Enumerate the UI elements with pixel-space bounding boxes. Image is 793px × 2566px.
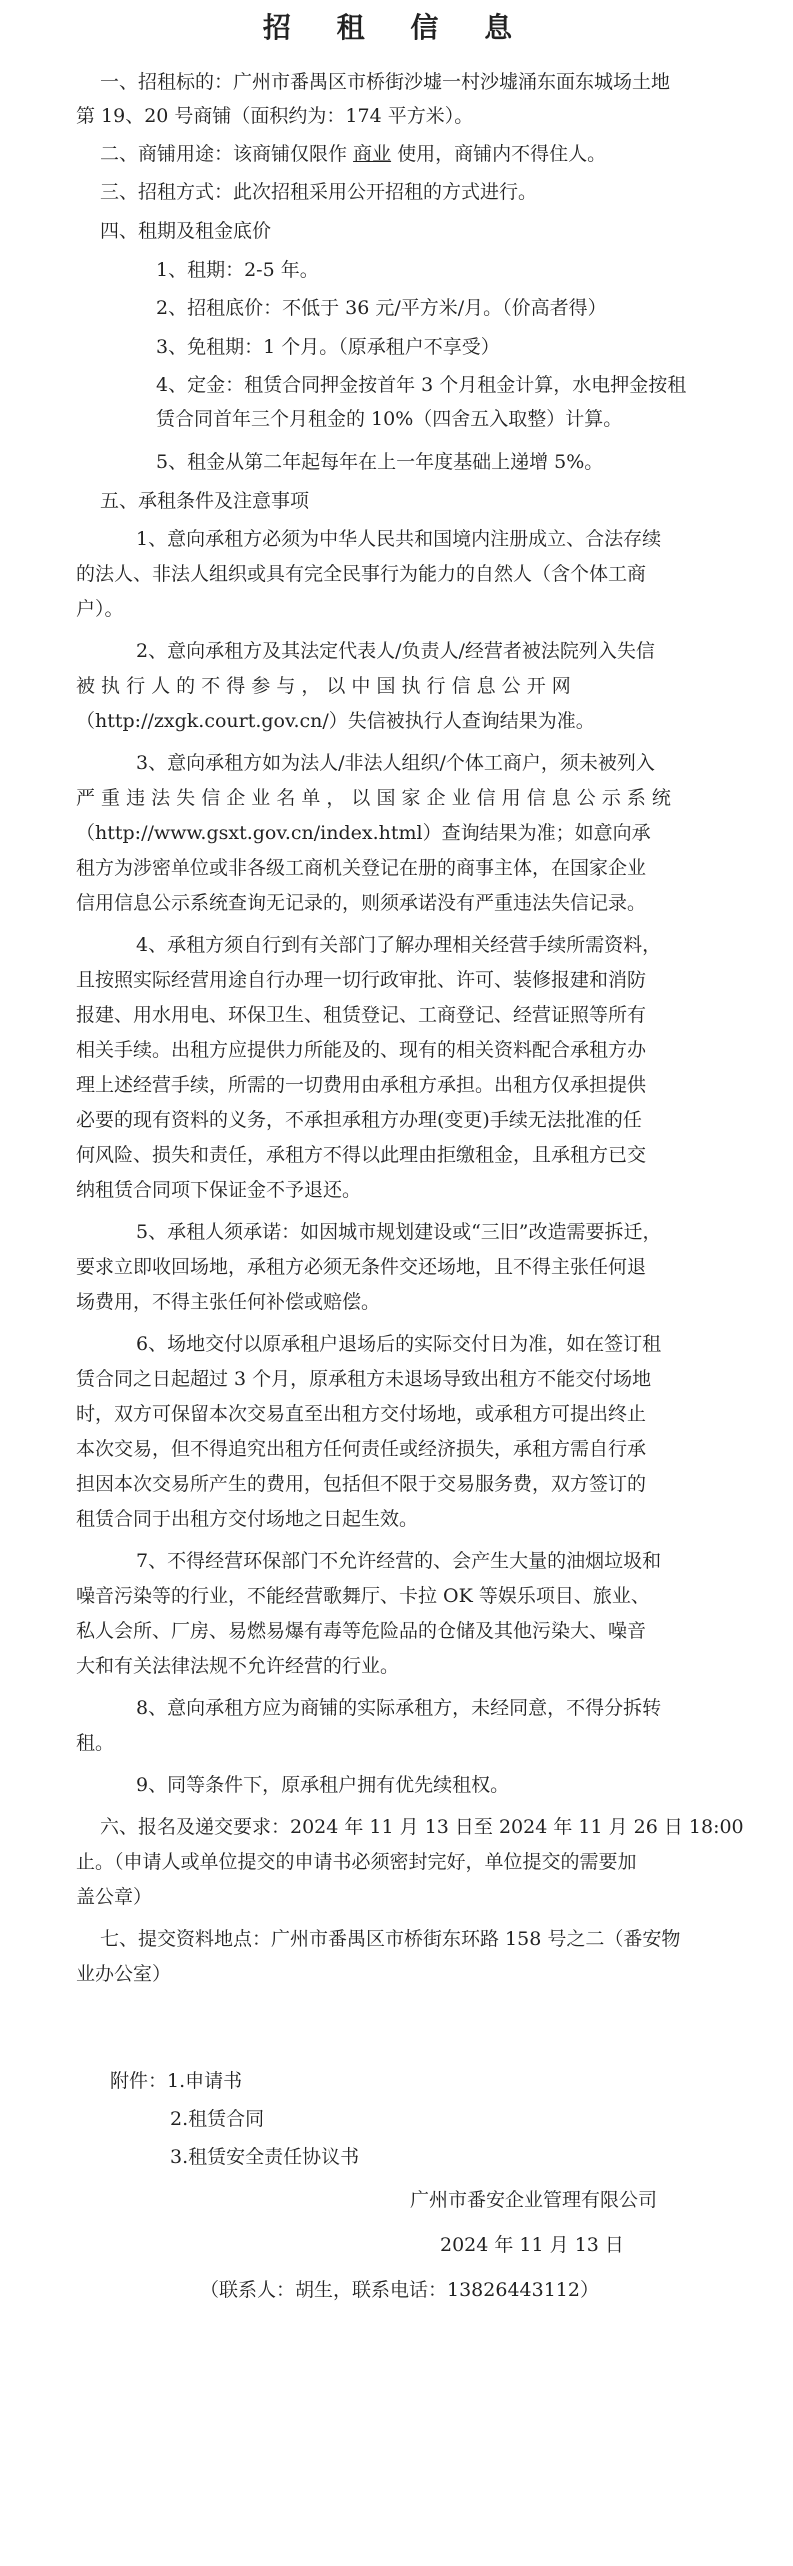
text-line: 纳租赁合同项下保证金不予退还。 [76, 1179, 362, 1201]
text-line-usage [100, 142, 710, 166]
text-line: 赁合同之日起超过 3 个月，原承租方未退场导致出租方不能交付场地 [76, 1368, 652, 1390]
text-line: 5、租金从第二年起每年在上一年度基础上递增 5%。 [156, 451, 604, 473]
text-line: 盖公章） [76, 1886, 153, 1908]
text-line: 私人会所、厂房、易燃易爆有毒等危险品的仓储及其他污染大、噪音 [76, 1620, 647, 1642]
text-line: 四、租期及租金底价 [100, 220, 272, 242]
text-line: 1、意向承租方必须为中华人民共和国境内注册成立、合法存续 [136, 528, 662, 550]
text-line: 噪音污染等的行业，不能经营歌舞厅、卡拉 OK 等娱乐项目、旅业、 [76, 1585, 650, 1607]
text-line: 6、场地交付以原承租户退场后的实际交付日为准，如在签订租 [136, 1333, 662, 1355]
text-line: 止。（申请人或单位提交的申请书必须密封完好，单位提交的需要加 [76, 1851, 637, 1873]
text-line: 相关手续。出租方应提供力所能及的、现有的相关资料配合承租方办 [76, 1039, 647, 1061]
text-line: 赁合同首年三个月租金的 10%（四舍五入取整）计算。 [156, 408, 623, 430]
text-line: 户）。 [76, 598, 124, 620]
text-line: 租赁合同于出租方交付场地之日起生效。 [76, 1508, 419, 1530]
issuer-name: 广州市番安企业管理有限公司 [410, 2189, 658, 2211]
text-line: 4、承租方须自行到有关部门了解办理相关经营手续所需资料， [136, 934, 662, 956]
text-line: 严 重 违 法 失 信 企 业 名 单 ， 以 国 家 企 业 信 用 信 息 公 示 系 统 [76, 787, 671, 809]
text-line: 且按照实际经营用途自行办理一切行政审批、许可、装修报建和消防 [76, 969, 647, 991]
contact-info: （联系人：胡生，联系电话：13826443112） [200, 2279, 599, 2301]
text-line: （http://www.gsxt.gov.cn/index.html）查询结果为准；如意向承 [76, 822, 651, 844]
text-line: 信用信息公示系统查询无记录的，则须承诺没有严重违法失信记录。 [76, 892, 647, 914]
text-line: 7、不得经营环保部门不允许经营的、会产生大量的油烟垃圾和 [136, 1550, 662, 1572]
text-line: 4、定金：租赁合同押金按首年 3 个月租金计算，水电押金按租 [156, 374, 687, 396]
usage-tail: 使用，商铺内不得住人。 [397, 143, 607, 165]
text-line: 担因本次交易所产生的费用，包括但不限于交易服务费，双方签订的 [76, 1473, 647, 1495]
text-line: 租方为涉密单位或非各级工商机关登记在册的商事主体，在国家企业 [76, 857, 647, 879]
text-line: 七、提交资料地点：广州市番禺区市桥街东环路 158 号之二（番安物 [100, 1928, 681, 1950]
text-line: 必要的现有资料的义务，不承担承租方办理(变更)手续无法批准的任 [76, 1109, 642, 1131]
issue-date: 2024 年 11 月 13 日 [440, 2234, 624, 2256]
text-line: 的法人、非法人组织或具有完全民事行为能力的自然人（含个体工商 [76, 563, 647, 585]
attachment-item: 附件：1.申请书 [110, 2070, 243, 2092]
document-title: 招 租 信 息 [262, 11, 531, 44]
attachment-item: 2.租赁合同 [170, 2108, 265, 2130]
text-line: 2、招租底价：不低于 36 元/平方米/月。（价高者得） [156, 297, 607, 319]
text-line: 2、意向承租方及其法定代表人/负责人/经营者被法院列入失信 [136, 640, 655, 662]
text-line: 被 执 行 人 的 不 得 参 与 ， 以 中 国 执 行 信 息 公 开 网 [76, 675, 571, 697]
text-line: 租。 [76, 1732, 115, 1754]
text-line: 要求立即收回场地，承租方必须无条件交还场地，且不得主张任何退 [76, 1256, 647, 1278]
text-line: 理上述经营手续，所需的一切费用由承租方承担。出租方仅承担提供 [76, 1074, 647, 1096]
text-line: （http://zxgk.court.gov.cn/）失信被执行人查询结果为准。 [76, 710, 595, 732]
text-line: 3、意向承租方如为法人/非法人组织/个体工商户，须未被列入 [136, 752, 655, 774]
text-line: 六、报名及递交要求：2024 年 11 月 13 日至 2024 年 11 月 26 日 18:00 [100, 1816, 744, 1838]
text-line: 一、招租标的：广州市番禺区市桥街沙墟一村沙墟涌东面东城场土地 [100, 71, 671, 93]
text-line: 场费用，不得主张任何补偿或赔偿。 [76, 1291, 381, 1313]
text-line: 5、承租人须承诺：如因城市规划建设或“三旧”改造需要拆迁， [136, 1221, 662, 1243]
text-line: 何风险、损失和责任，承租方不得以此理由拒缴租金，且承租方已交 [76, 1144, 647, 1166]
attachment-item: 3.租赁安全责任协议书 [170, 2146, 360, 2168]
text-line: 1、租期：2-5 年。 [156, 259, 319, 281]
text-line: 9、同等条件下，原承租户拥有优先续租权。 [136, 1774, 510, 1796]
text-line: 本次交易，但不得追究出租方任何责任或经济损失，承租方需自行承 [76, 1438, 647, 1460]
text-line: 三、招租方式：此次招租采用公开招租的方式进行。 [100, 181, 538, 203]
text-line: 五、承租条件及注意事项 [100, 490, 310, 512]
text-line: 第 19、20 号商铺（面积约为：174 平方米）。 [76, 105, 474, 127]
usage-label: 二、商铺用途：该商铺仅限作 [100, 143, 348, 165]
text-line: 业办公室） [76, 1963, 172, 1985]
text-line: 报建、用水用电、环保卫生、租赁登记、工商登记、经营证照等所有 [76, 1004, 647, 1026]
text-line: 3、免租期：1 个月。（原承租户不享受） [156, 336, 500, 358]
text-line: 大和有关法律法规不允许经营的行业。 [76, 1655, 400, 1677]
usage-underlined: 商业 [353, 143, 392, 165]
text-line: 时，双方可保留本次交易直至出租方交付场地，或承租方可提出终止 [76, 1403, 647, 1425]
text-line: 8、意向承租方应为商铺的实际承租方，未经同意，不得分拆转 [136, 1697, 662, 1719]
